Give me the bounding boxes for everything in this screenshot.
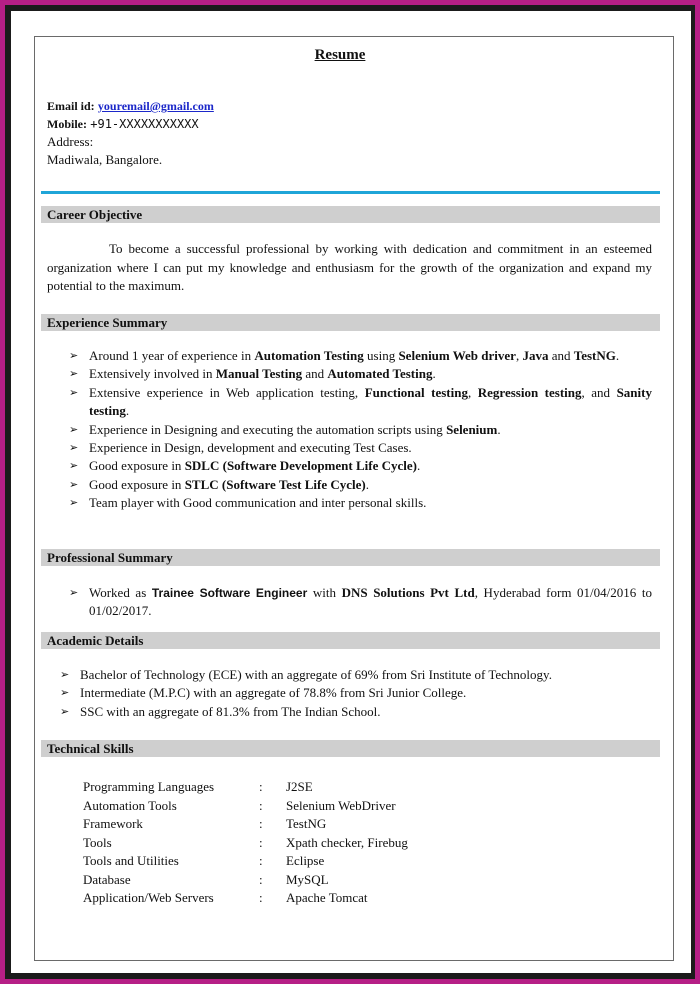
skill-value: Eclipse	[286, 853, 325, 868]
experience-item	[69, 347, 652, 365]
experience-item	[69, 457, 652, 475]
email-link[interactable]: youremail@gmail.com	[97, 99, 214, 113]
address-label: Address:	[47, 134, 94, 149]
bold-run: Automated Testing	[327, 366, 433, 382]
text-run: Extensively involved in	[89, 366, 216, 382]
section-heading-academic: Academic Details	[41, 632, 660, 649]
skills-row	[83, 852, 486, 871]
text-run: SSC with an aggregate of 81.3% from The Indian School.	[80, 703, 381, 719]
text-run: Good exposure in	[89, 476, 185, 492]
skill-value: Selenium WebDriver	[286, 797, 396, 813]
career-objective-text	[47, 240, 652, 296]
experience-item	[69, 384, 652, 421]
text-run: Good exposure in	[89, 458, 185, 474]
divider-line	[41, 191, 660, 194]
academic-item	[60, 666, 652, 684]
text-run: with	[307, 585, 342, 600]
skill-key: Application/Web Servers	[83, 890, 214, 905]
skills-row	[83, 778, 486, 797]
skill-key: Database	[83, 871, 131, 887]
section-heading-career: Career Objective	[41, 206, 660, 223]
professional-list	[69, 584, 652, 621]
professional-item	[69, 584, 652, 621]
skill-value: J2SE	[286, 779, 313, 794]
skill-separator: :	[259, 871, 263, 887]
mobile-line	[47, 115, 214, 133]
section-heading-skills: Technical Skills	[41, 740, 660, 757]
skills-row	[83, 815, 486, 834]
experience-list	[69, 347, 652, 513]
text-run: ,	[515, 348, 523, 363]
text-run: Intermediate (M.P.C) with an aggregate of 78.8% from Sri Junior College.	[80, 685, 467, 701]
experience-item	[69, 421, 652, 439]
bold-run: STLC (Software Test Life Cycle)	[184, 476, 366, 492]
email-label: Email id:	[47, 99, 95, 113]
skill-key: Automation Tools	[83, 797, 177, 813]
experience-item	[69, 494, 652, 512]
skills-row	[83, 797, 486, 816]
text-run: , and	[581, 384, 617, 400]
skill-key: Programming Languages	[83, 779, 215, 794]
text-run: Experience in Designing and executing the automation scripts using	[89, 421, 447, 437]
address-value: Madiwala, Bangalore.	[47, 152, 163, 167]
text-run: Experience in Design, development and executing Test Cases.	[89, 440, 412, 456]
bold-run: Java	[522, 348, 549, 363]
skill-value: Apache Tomcat	[286, 890, 368, 905]
skill-key: Tools	[83, 834, 112, 850]
arrow-bullet-icon: ➢	[69, 442, 79, 455]
skill-separator: :	[259, 797, 263, 813]
bold-run: Functional testing	[364, 384, 468, 400]
text-run: .	[365, 476, 369, 492]
text-run: .	[497, 421, 501, 437]
text-run: .	[125, 403, 130, 419]
text-run: Bachelor of Technology (ECE) with an aggregate of 69% from Sri Institute of Technology.	[80, 667, 552, 682]
arrow-bullet-icon: ➢	[69, 497, 79, 510]
arrow-bullet-icon: ➢	[60, 669, 70, 681]
arrow-bullet-icon: ➢	[69, 368, 79, 381]
bold-run: Manual Testing	[215, 366, 303, 382]
skill-value: Xpath checker, Firebug	[286, 834, 408, 850]
skill-key: Framework	[83, 816, 143, 831]
text-run: .	[416, 458, 421, 474]
skills-table	[83, 778, 486, 908]
section-heading-experience: Experience Summary	[41, 314, 660, 331]
text-run: Around 1 year of experience in	[89, 348, 255, 363]
mobile-label: Mobile:	[47, 117, 87, 131]
skill-separator: :	[259, 816, 263, 831]
bold-run: Selenium	[446, 421, 498, 437]
skills-row	[83, 889, 486, 908]
skill-separator: :	[259, 853, 263, 868]
arrow-bullet-icon: ➢	[69, 350, 79, 362]
academic-item	[60, 684, 652, 702]
skills-row	[83, 834, 486, 853]
text-run: .	[432, 366, 436, 382]
bold-run: SDLC (Software Development Life Cycle)	[184, 458, 417, 474]
bold-run: Sanity testing	[89, 384, 652, 419]
academic-list	[60, 666, 652, 721]
text-run: and	[548, 348, 574, 363]
arrow-bullet-icon: ➢	[69, 386, 79, 399]
text-run: Team player with Good communication and inter personal skills.	[89, 495, 427, 511]
text-run: using	[363, 348, 399, 363]
text-run: , Hyderabad form 01/04/2016 to 01/02/2017.	[89, 585, 652, 619]
skill-key: Tools and Utilities	[83, 853, 179, 868]
mobile-value: +91-XXXXXXXXXXX	[90, 117, 199, 131]
email-line	[47, 97, 214, 115]
arrow-bullet-icon: ➢	[69, 478, 79, 491]
contact-block	[47, 97, 214, 169]
skills-row	[83, 871, 486, 890]
bold-run: Automation Testing	[254, 348, 364, 363]
arrow-bullet-icon: ➢	[69, 587, 79, 599]
text-run: and	[302, 366, 328, 382]
skill-value: MySQL	[286, 871, 329, 887]
experience-item	[69, 365, 652, 383]
arrow-bullet-icon: ➢	[69, 423, 79, 436]
skill-separator: :	[259, 834, 263, 850]
experience-item	[69, 439, 652, 457]
arrow-bullet-icon: ➢	[60, 687, 70, 700]
career-text: To become a successful professional by working with dedication and commitment in an esteemed organization where I can put my knowledge and enthusiasm for the growth of the organization and expand my potential to the maximum.	[47, 241, 652, 293]
skill-separator: :	[259, 779, 263, 794]
skill-value: TestNG	[286, 816, 327, 831]
arrow-bullet-icon: ➢	[60, 705, 70, 718]
page-title: Resume	[314, 47, 366, 63]
text-run: Extensive experience in Web application testing,	[89, 384, 365, 400]
arrow-bullet-icon: ➢	[69, 460, 79, 473]
section-heading-professional: Professional Summary	[41, 549, 660, 566]
bold-run: TestNG	[573, 348, 616, 363]
text-run: ,	[467, 384, 478, 400]
bold-run: Trainee Software Engineer	[151, 586, 308, 600]
bold-run: Selenium Web driver	[398, 348, 516, 363]
academic-item	[60, 703, 652, 721]
text-run: Worked as	[89, 585, 152, 600]
bold-run: Regression testing	[477, 384, 582, 400]
experience-item	[69, 476, 652, 494]
bold-run: DNS Solutions Pvt Ltd	[341, 585, 475, 600]
text-run: .	[615, 348, 620, 363]
skill-separator: :	[259, 890, 263, 905]
